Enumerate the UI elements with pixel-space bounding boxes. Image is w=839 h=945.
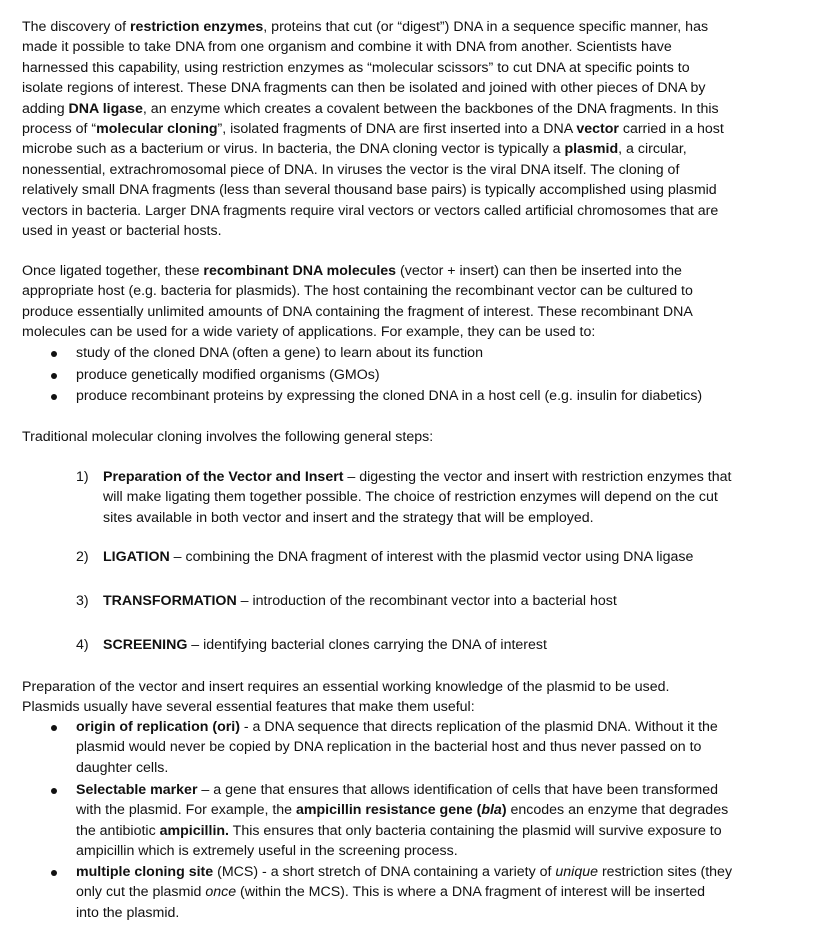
uses-list-item: study of the cloned DNA (often a gene) to learn about its function: [76, 345, 483, 361]
feature-list-line: the antibiotic ampicillin. This ensures that only bacteria containing the plasmid will survive exposure to: [76, 822, 722, 839]
step-item-line: will make ligating them together possible. The choice of restriction enzymes will depend on the cut: [103, 489, 718, 506]
intro-paragraph-line: made it possible to take DNA from one organism and combine it with DNA from another. Scientists have: [22, 39, 672, 56]
step-number: 1): [76, 469, 89, 485]
intro-paragraph-line: relatively small DNA fragments (less than several thousand base pairs) is typically accomplished using plasmid: [22, 182, 717, 199]
recombinant-paragraph-line: Once ligated together, these recombinant DNA molecules (vector + insert) can then be inserted into the: [22, 263, 682, 279]
recombinant-paragraph-line: produce essentially unlimited amounts of DNA containing the fragment of interest. These recombinant DNA: [22, 303, 693, 320]
bullet-icon: [51, 870, 57, 876]
bullet-icon: [51, 373, 57, 379]
bullet-icon: [51, 351, 57, 357]
feature-list-line: plasmid would never be copied by DNA replication in the bacterial host and thus never passed on to: [76, 739, 702, 756]
intro-paragraph-line: used in yeast or bacterial hosts.: [22, 223, 222, 239]
feature-list-line: Selectable marker – a gene that ensures that allows identification of cells that have been transformed: [76, 782, 718, 798]
plasmid-intro-line: Preparation of the vector and insert requires an essential working knowledge of the plasmid to be used.: [22, 679, 670, 695]
intro-paragraph-line: adding DNA ligase, an enzyme which creates a covalent between the backbones of the DNA fragments. In this: [22, 100, 719, 117]
uses-list-item: produce genetically modified organisms (GMOs): [76, 366, 380, 383]
intro-paragraph-line: nonessential, extrachromosomal piece of DNA. In viruses the vector is the viral DNA itself. The cloning of: [22, 161, 680, 178]
step-item-line: sites available in both vector and insert and the strategy that will be employed.: [103, 509, 594, 526]
intro-paragraph-line: harnessed this capability, using restriction enzymes as “molecular scissors” to cut DNA at specific points to: [22, 59, 690, 76]
plasmid-intro-line: Plasmids usually have several essential features that make them useful:: [22, 699, 475, 716]
feature-list-line: with the plasmid. For example, the ampicillin resistance gene (bla) encodes an enzyme that degrades: [76, 802, 729, 819]
feature-list-line: into the plasmid.: [76, 904, 180, 921]
feature-list-line: only cut the plasmid once (within the MCS). This is where a DNA fragment of interest will be inserted: [76, 884, 706, 901]
recombinant-paragraph-line: molecules can be used for a wide variety of applications. For example, they can be used to:: [22, 324, 596, 341]
step-number: 2): [76, 549, 89, 565]
step-item-line: SCREENING – identifying bacterial clones carrying the DNA of interest: [103, 637, 547, 653]
step-item-line: TRANSFORMATION – introduction of the recombinant vector into a bacterial host: [103, 593, 617, 609]
recombinant-paragraph-line: appropriate host (e.g. bacteria for plasmids). The host containing the recombinant vector can be cultured to: [22, 283, 693, 300]
intro-paragraph-line: process of “molecular cloning”, isolated fragments of DNA are first inserted into a DNA vector carried in a host: [22, 121, 724, 137]
feature-list-line: multiple cloning site (MCS) - a short stretch of DNA containing a variety of unique restriction sites (they: [76, 864, 733, 880]
feature-list-line: origin of replication (ori) - a DNA sequence that directs replication of the plasmid DNA. Without it the: [76, 719, 718, 735]
feature-list-line: daughter cells.: [76, 759, 169, 776]
uses-list-item: produce recombinant proteins by expressing the cloned DNA in a host cell (e.g. insulin for diabetics): [76, 388, 703, 404]
steps-intro: Traditional molecular cloning involves the following general steps:: [22, 429, 434, 445]
bullet-icon: [51, 394, 57, 400]
bullet-icon: [51, 788, 57, 794]
feature-list-line: ampicillin which is extremely useful in the screening process.: [76, 843, 458, 860]
intro-paragraph-line: vectors in bacteria. Larger DNA fragments require viral vectors or vectors called artificial chromosomes that are: [22, 202, 719, 219]
step-number: 3): [76, 593, 89, 609]
intro-paragraph-line: isolate regions of interest. These DNA fragments can then be isolated and joined with other pieces of DNA by: [22, 80, 706, 97]
intro-paragraph-line: The discovery of restriction enzymes, proteins that cut (or “digest”) DNA in a sequence specific manner, has: [22, 19, 709, 35]
step-item-line: LIGATION – combining the DNA fragment of interest with the plasmid vector using DNA ligase: [103, 549, 694, 565]
intro-paragraph-line: microbe such as a bacterium or virus. In bacteria, the DNA cloning vector is typically a plasmid, a circular,: [22, 141, 687, 158]
step-item-line: Preparation of the Vector and Insert – digesting the vector and insert with restriction enzymes that: [103, 469, 732, 485]
step-number: 4): [76, 637, 89, 653]
bullet-icon: [51, 725, 57, 731]
